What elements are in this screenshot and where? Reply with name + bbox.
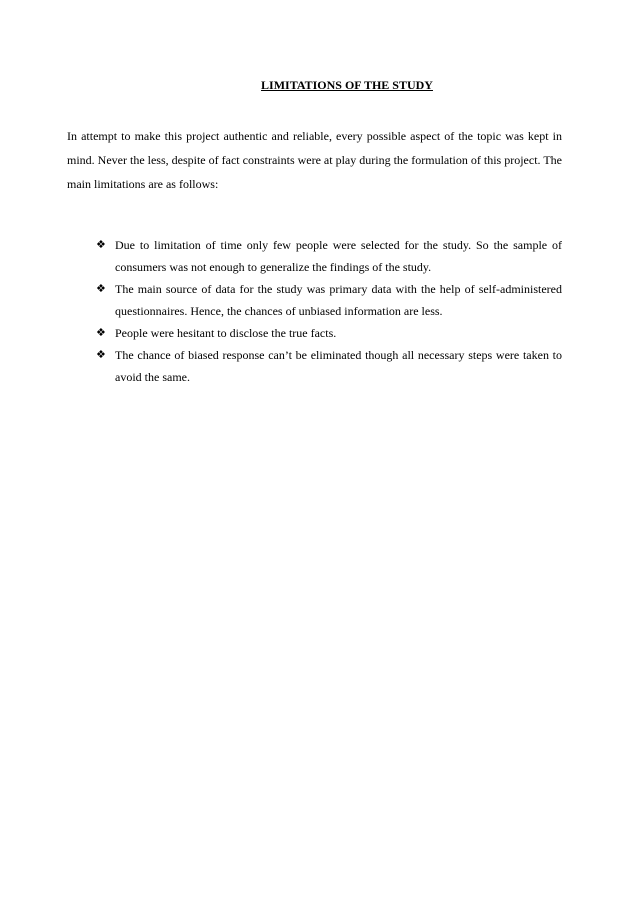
page-title: LIMITATIONS OF THE STUDY bbox=[261, 78, 433, 92]
list-item bbox=[67, 344, 562, 388]
list-item-text: People were hesitant to disclose the true facts. bbox=[115, 326, 337, 340]
intro-paragraph: In attempt to make this project authentic and reliable, every possible aspect of the topic was kept in mind. Never the less, despite of fact constraints were at play during the formulation of this project. The main limitations are as follows: bbox=[67, 129, 562, 191]
diamond-bullet-icon: ❖ bbox=[96, 282, 106, 295]
list-item bbox=[67, 322, 562, 344]
list-item-text: Due to limitation of time only few people were selected for the study. So the sample of consumers was not enough to generalize the findings of the study. bbox=[115, 238, 562, 274]
list-item-text: The main source of data for the study was primary data with the help of self-administered questionnaires. Hence, the chances of unbiased information are less. bbox=[115, 282, 562, 318]
list-item-text: The chance of biased response can’t be eliminated though all necessary steps were taken to avoid the same. bbox=[115, 348, 562, 384]
diamond-bullet-icon: ❖ bbox=[96, 326, 106, 339]
list-item bbox=[67, 278, 562, 322]
diamond-bullet-icon: ❖ bbox=[96, 238, 106, 251]
limitations-list bbox=[67, 234, 562, 388]
diamond-bullet-icon: ❖ bbox=[96, 348, 106, 361]
list-item bbox=[67, 234, 562, 278]
